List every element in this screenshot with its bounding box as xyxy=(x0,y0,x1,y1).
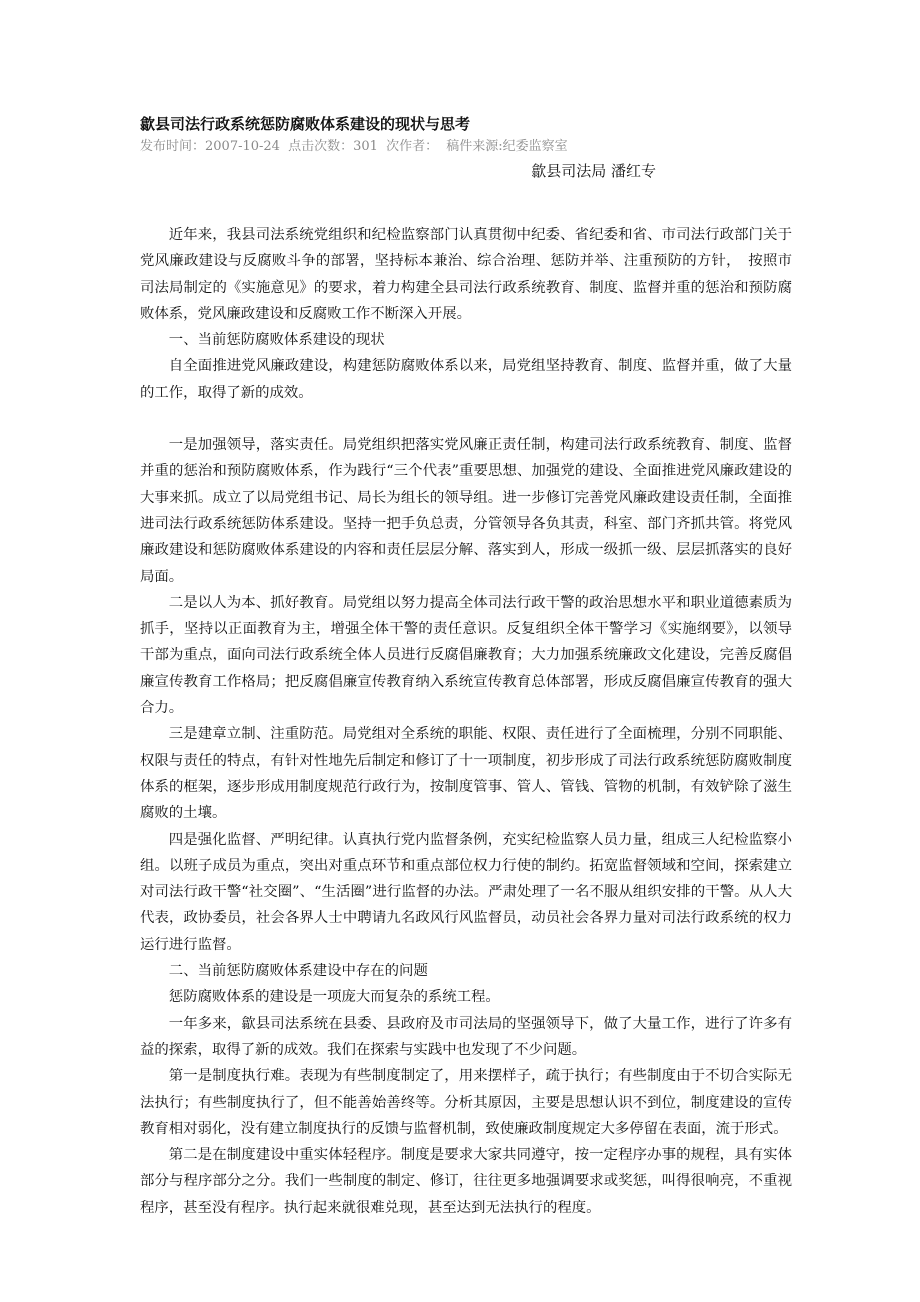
paragraph: 自全面推进党风廉政建设，构建惩防腐败体系以来，局党组坚持教育、制度、监督并重，做了大量的工作，取得了新的成效。 xyxy=(140,358,792,401)
spacer xyxy=(140,196,792,222)
paragraph: 二是以人为本、抓好教育。局党组以努力提高全体司法行政干警的政治思想水平和职业道德素质为抓手，坚持以正面教育为主，增强全体干警的责任意识。反复组织全体干警学习《实施纲要》，以领导干部为重点，面向司法行政系统全体人员进行反腐倡廉教育；大力加强系统廉政文化建设，完善反腐倡廉宣传教育工作格局；把反腐倡廉宣传教育纳入系统宣传教育总体部署，形成反腐倡廉宣传教育的强大合力。 xyxy=(140,594,792,717)
spacer xyxy=(140,406,792,432)
article-meta xyxy=(140,136,792,158)
author-label: 次作者： xyxy=(386,139,439,154)
article xyxy=(140,112,792,1221)
article-title: 歙县司法行政系统惩防腐败体系建设的现状与思考 xyxy=(140,115,471,133)
paragraph: 一是加强领导，落实责任。局党组织把落实党风廉正责任制，构建司法行政系统教育、制度、监督并重的惩治和预防腐败体系，作为践行“三个代表”重要思想、加强党的建设、全面推进党风廉政建设的大事来抓。成立了以局党组书记、局长为组长的领导组。进一步修订完善党风廉政建设责任制，全面推进司法行政系统惩防体系建设。坚持一把手负总责，分管领导各负其责，科室、部门齐抓共管。将党风廉政建设和惩防腐败体系建设的内容和责任层层分解、落实到人，形成一级抓一级、层层抓落实的良好局面。 xyxy=(140,437,792,585)
byline: 歙县司法局 潘红专 xyxy=(531,162,656,180)
paragraph: 第二是在制度建设中重实体轻程序。制度是要求大家共同遵守，按一定程序办事的规程，具有实体部分与程序部分之分。我们一些制度的制定、修订，往往更多地强调要求或奖惩，叫得很响亮，不重视程序，甚至没有程序。执行起来就很难兑现，甚至达到无法执行的程度。 xyxy=(140,1147,792,1216)
section-heading-1: 一、当前惩防腐败体系建设的现状 xyxy=(168,332,385,349)
publish-time: 发布时间：2007-10-24 xyxy=(140,139,280,154)
section-heading-2: 二、当前惩防腐败体系建设中存在的问题 xyxy=(168,963,428,980)
source-label: 稿件来源:纪委监察室 xyxy=(446,139,568,154)
paragraph-intro: 近年来，我县司法系统党组织和纪检监察部门认真贯彻中纪委、省纪委和省、市司法行政部门关于党风廉政建设与反腐败斗争的部署，坚持标本兼治、综合治理、惩防并举、注重预防的方针， 按照市司法局制定的《实施意见》的要求，着力构建全县司法行政系统教育、制度、监督并重的惩治和预防腐败体系，党风廉政建设和反腐败工作不断深入开展。 xyxy=(140,227,792,322)
paragraph: 三是建章立制、注重防范。局党组对全系统的职能、权限、责任进行了全面梳理，分别不同职能、权限与责任的特点，有针对性地先后制定和修订了十一项制度，初步形成了司法行政系统惩防腐败制度体系的框架，逐步形成用制度规范行政行为，按制度管事、管人、管钱、管物的机制，有效铲除了滋生腐败的土壤。 xyxy=(140,726,792,822)
paragraph: 四是强化监督、严明纪律。认真执行党内监督条例，充实纪检监察人员力量，组成三人纪检监察小组。以班子成员为重点，突出对重点环节和重点部位权力行使的制约。拓宽监督领域和空间，探索建立对司法行政干警“社交圈”、“生活圈”进行监督的办法。严肃处理了一名不服从组织安排的干警。从人大代表，政协委员，社会各界人士中聘请九名政风行风监督员，动员社会各界力量对司法行政系统的权力运行进行监督。 xyxy=(140,831,792,953)
paragraph: 惩防腐败体系的建设是一项庞大而复杂的系统工程。 xyxy=(168,989,500,1006)
paragraph: 一年多来，歙县司法系统在县委、县政府及市司法局的坚强领导下，做了大量工作，进行了许多有益的探索，取得了新的成效。我们在探索与实践中也发现了不少问题。 xyxy=(140,1015,792,1058)
click-count: 点击次数：301 xyxy=(288,139,378,154)
paragraph: 第一是制度执行难。表现为有些制度制定了，用来摆样子，疏于执行；有些制度由于不切合实际无法执行；有些制度执行了，但不能善始善终等。分析其原因，主要是思想认识不到位，制度建设的宣传教育相对弱化，没有建立制度执行的反馈与监督机制，致使廉政制度规定大多停留在表面，流于形式。 xyxy=(140,1068,792,1137)
